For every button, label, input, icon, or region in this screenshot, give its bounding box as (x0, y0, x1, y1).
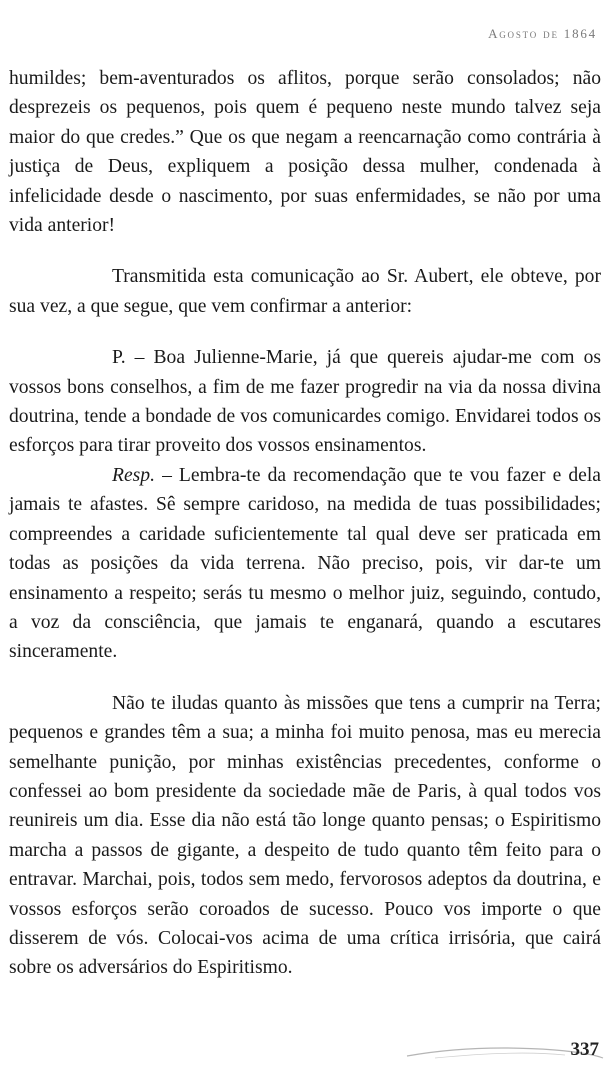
paragraph-gap (9, 667, 601, 689)
paragraph-gap (9, 240, 601, 262)
response-label: Resp. (112, 464, 155, 486)
paragraph-continuation: humildes; bem-aventurados os aflitos, porque serão consolados; não desprezeis os pequenos, pois quem é pequeno neste mundo talvez seja maior do que credes.” Que os que negam a reencarnação como contrária à justiça de Deus, expliquem a posição dessa mulher, condenada à infelicidade desde o nascimento, por suas enfermidades, se não por uma vida anterior! (9, 68, 601, 237)
page-body (9, 64, 601, 983)
paragraph-response (9, 461, 601, 667)
page-number: 337 (570, 1039, 599, 1060)
paragraph-gap (9, 321, 601, 343)
paragraph-question: P. – Boa Julienne-Marie, já que quereis ajudar-me com os vossos bons conselhos, a fim de me fazer progredir na via da nossa divina doutrina, tende a bondade de vos comunicardes comigo. Envidarei todos os esforços para tirar proveito dos vossos ensinamentos. (9, 347, 601, 457)
response-text: – Lembra-te da recomendação que te vou fazer e dela jamais te afastes. Sê sempre caridoso, na medida de tuas possibilidades; compreendes a caridade suficientemente tal qual deve ser praticada em todas as posições da vida terrena. Não preciso, pois, vir dar-te um ensinamento a respeito; serás tu mesmo o melhor juiz, seguindo, contudo, a voz da consciência, que jamais te enganará, quando a escutares sinceramente. (9, 464, 601, 663)
paragraph-transmission: Transmitida esta comunicação ao Sr. Aubert, ele obteve, por sua vez, a que segue, que vem confirmar a anterior: (9, 266, 601, 317)
running-head: Agosto de 1864 (488, 26, 597, 41)
paragraph-closing: Não te iludas quanto às missões que tens a cumprir na Terra; pequenos e grandes têm a sua; a minha foi muito penosa, mas eu merecia semelhante punição, por minhas existências precedentes, conforme o confessei ao bom presidente da sociedade mãe de Paris, à qual todos vos reunireis um dia. Esse dia não está tão longe quanto pensas; o Espiritismo marcha a passos de gigante, a despeito de tudo quanto têm feito para o entravar. Marchai, pois, todos sem medo, fervorosos adeptos da doutrina, e vossos esforços serão coroados de sucesso. Pouco vos importe o que disserem de vós. Colocai-vos acima de uma crítica irrisória, que cairá sobre os adversários do Espiritismo. (9, 692, 601, 979)
